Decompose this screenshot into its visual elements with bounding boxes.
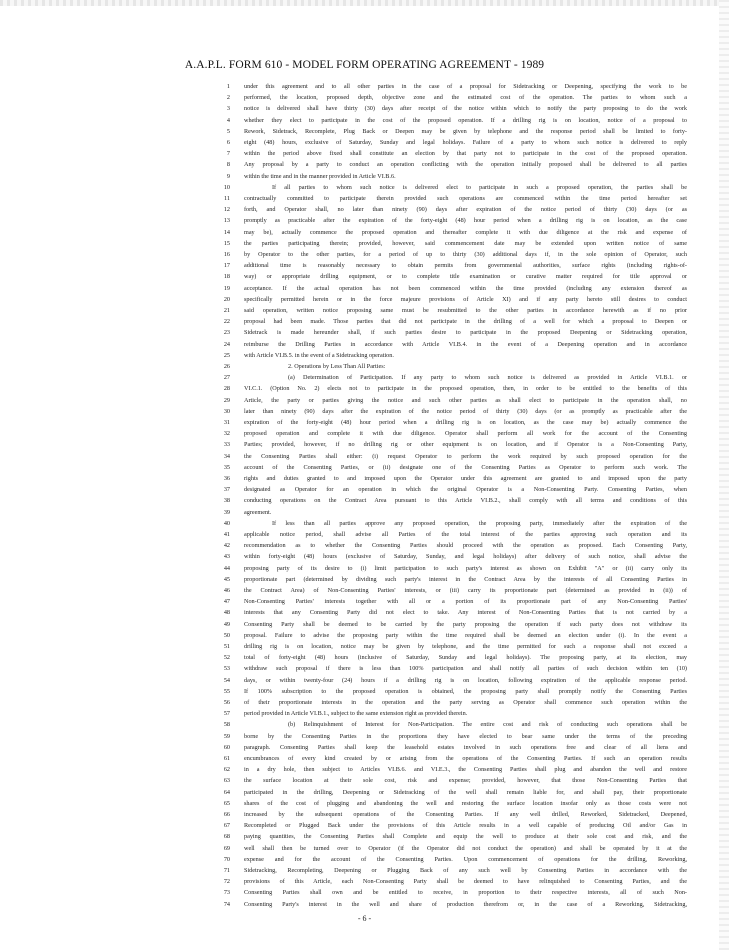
line-text: under this agreement and to all other parties in the case of a proposal for Sidetracking or Deepening, specifying the work to be — [244, 83, 687, 90]
line-number: 56 — [223, 699, 230, 706]
document-line — [0, 529, 729, 540]
document-line — [0, 159, 729, 170]
line-number: 19 — [223, 284, 230, 292]
line-text: within forty-eight (48) hours (exclusive of Saturday, Sunday, and legal holidays) after delivery of such notice, shall advise the — [244, 553, 687, 561]
line-number: 69 — [223, 844, 230, 852]
line-text: interests that any Consenting Party did not elect to take. Any interest of Non-Consenting Parties that is not carried by a — [244, 609, 687, 617]
line-number: 62 — [223, 766, 230, 774]
line-number: 52 — [223, 654, 230, 662]
line-number: 53 — [223, 665, 230, 673]
line-text: provisions of this Article, each Non-Consenting Party shall be deemed to have relinquished to Consenting Parties, and the — [244, 878, 687, 886]
line-text: paying quantities, the Consenting Parties shall Complete and equip the well to produce at their sole cost and risk, and the — [244, 833, 687, 841]
document-line — [0, 327, 729, 338]
line-text: with Article VI.B.5. in the event of a Sidetracking operation. — [244, 351, 394, 359]
line-text: expense and for the account of the Consenting Parties. Upon commencement of operations for the drilling, Reworking, — [244, 855, 687, 863]
document-line — [0, 171, 729, 182]
line-text: increased by the subsequent operations of the Consenting Parties. If any well drilled, Reworked, Sidetracked, Deepened, — [244, 811, 687, 818]
line-number: 47 — [223, 598, 230, 606]
document-line — [0, 92, 729, 103]
document-line — [0, 697, 729, 708]
line-number: 26 — [223, 363, 230, 370]
document-line — [0, 126, 729, 137]
document-line — [0, 641, 729, 652]
document-line — [0, 260, 729, 271]
line-text: performed, the location, proposed depth, objective zone and the estimated cost of the operation. The parties to whom such a — [244, 94, 687, 102]
line-number: 60 — [223, 743, 230, 751]
document-line — [0, 742, 729, 753]
line-number: 33 — [223, 441, 230, 449]
document-line — [0, 283, 729, 294]
line-text: proposal. Failure to advise the proposing party within the time required shall be deemed an election under (i). In the event a — [244, 631, 687, 639]
line-number: 40 — [223, 519, 230, 527]
document-line — [0, 619, 729, 630]
line-text: account of the Consenting Parties, or (ii) designate one of the Consenting Parties as Operator to perform such work. The — [244, 463, 687, 471]
line-text: proportionate part (determined by dividing such party's interest in the Contract Area by the interests of all Consenting Parties in — [244, 575, 687, 583]
line-number: 12 — [223, 206, 230, 214]
line-number: 8 — [226, 161, 230, 169]
line-text: proposal had been made. Those parties that did not participate in the drilling of a well for which a proposal to Deepen or — [244, 318, 687, 326]
line-text: encumbrances of every kind created by or arising from the operations of the Consenting Parties. If such an operation results — [244, 755, 687, 762]
line-text: borne by the Consenting Parties in the proportions they have elected to bear same under the terms of the preceding — [244, 732, 687, 740]
line-text: conducting operations on the Contract Area pursuant to this Article VI.B.2., shall comply with all terms and conditions of this — [244, 497, 687, 505]
scan-border-top — [0, 0, 729, 6]
line-text: Sidetracking, Recompleting, Deepening or Plugging Back of any such well by Consenting Parties in accordance with the — [244, 867, 687, 874]
line-number: 55 — [223, 687, 230, 695]
document-line — [0, 495, 729, 506]
document-line — [0, 148, 729, 159]
line-text: Recompleted or Plugged Back under the provisions of this Article results in a well capable of producing Oil and/or Gas in — [244, 822, 687, 830]
page-title: A.A.P.L. FORM 610 - MODEL FORM OPERATING AGREEMENT - 1989 — [184, 59, 545, 71]
document-line — [0, 451, 729, 462]
line-number: 46 — [223, 587, 230, 594]
line-text: (a) Determination of Participation. If any party to whom such notice is delivered as provided in Article VI.B.1. or — [288, 374, 687, 382]
line-text: 2. Operations by Less Than All Parties: — [288, 363, 386, 370]
line-number: 17 — [223, 262, 230, 270]
line-text: proposing party of its desire to (i) limit participation to such party's interest as shown on Exhibit "A" or (ii) carry only its — [244, 564, 687, 572]
line-text: whether they elect to participate in the cost of the proposed operation. If a drilling rig is on location, notice of a proposal to — [244, 116, 687, 124]
line-number: 72 — [223, 878, 230, 886]
document-line — [0, 854, 729, 865]
line-number: 50 — [223, 631, 230, 639]
line-text: If less than all parties approve any proposed operation, the proposing party, immediately after the expiration of the — [272, 519, 687, 527]
line-text: way) or appropriate drilling equipment, or to complete title examination or curative matter required for title approval or — [244, 273, 687, 281]
line-number: 49 — [223, 620, 230, 628]
line-number: 16 — [223, 251, 230, 258]
document-line — [0, 809, 729, 820]
document-line — [0, 675, 729, 686]
line-text: If 100% subscription to the proposed operation is obtained, the proposing party shall promptly notify the Consenting Parties — [244, 687, 687, 695]
line-number: 66 — [223, 811, 230, 818]
line-number: 31 — [223, 419, 230, 426]
line-text: said operation, written notice proposing same must be resubmitted to the other parties in accordance herewith as if no prior — [244, 307, 687, 314]
document-line — [0, 652, 729, 663]
line-text: of their proportionate interests in the operation and the party serving as Operator shall commence such operation within the — [244, 699, 687, 706]
line-text: by Operator to the other parties, for a period of up to thirty (30) additional days if, in the sole opinion of Operator, such — [244, 251, 687, 258]
line-text: additional time is reasonably necessary to obtain permits from governmental authorities, surface rights (including rights-of- — [244, 262, 687, 270]
document-line — [0, 831, 729, 842]
line-number: 59 — [223, 732, 230, 740]
document-line — [0, 406, 729, 417]
line-number: 65 — [223, 799, 230, 807]
document-line — [0, 215, 729, 226]
document-line — [0, 372, 729, 383]
document-line — [0, 719, 729, 730]
document-line — [0, 428, 729, 439]
line-text: the Contract Area) of Non-Consenting Parties' interests, or (iii) carry its proportionate part (determined as provided in (ii)) of — [244, 587, 687, 594]
line-text: Consenting Parties shall own and be entitled to receive, in proportion to their respective interests, all of such Non- — [244, 889, 687, 897]
line-number: 29 — [223, 396, 230, 404]
document-line — [0, 731, 729, 742]
line-number: 2 — [226, 94, 230, 102]
line-number: 28 — [223, 385, 230, 393]
line-number: 73 — [223, 889, 230, 897]
line-text: withdraw such proposal if there is less than 100% participation and shall notify all parties of such decision within ten (10) — [244, 665, 687, 673]
line-number: 22 — [223, 318, 230, 326]
line-text: Any proposal by a party to conduct an operation conflicting with the operation initially proposed shall be delivered to all parties — [244, 161, 687, 169]
document-line — [0, 574, 729, 585]
document-line — [0, 204, 729, 215]
line-number: 38 — [223, 497, 230, 505]
line-text: paragraph. Consenting Parties shall keep the leasehold estates involved in such operations free and clear of all liens and — [244, 743, 687, 751]
line-number: 14 — [223, 228, 230, 236]
line-text: later than ninety (90) days after the expiration of the notice period of thirty (30) days (or as promptly as practicable after the — [244, 407, 687, 415]
document-line — [0, 305, 729, 316]
line-text: the Consenting Parties shall either: (i) request Operator to perform the work required by such proposed operation for the — [244, 452, 687, 460]
document-line — [0, 507, 729, 518]
document-line — [0, 249, 729, 260]
document-line — [0, 686, 729, 697]
line-number: 30 — [223, 407, 230, 415]
document-line — [0, 350, 729, 361]
line-number: 61 — [223, 755, 230, 762]
line-number: 58 — [223, 721, 230, 729]
line-text: Consenting Party's interest in the well and share of production therefrom or, in the case of a Reworking, Sidetracking, — [244, 900, 687, 908]
line-number: 11 — [224, 195, 230, 202]
line-text: may be), actually commence the proposed operation and thereafter complete it with due diligence at the risk and expense of — [244, 228, 687, 236]
line-text: acceptance. If the actual operation has not been commenced within the time provided (including any extension thereof as — [244, 284, 687, 292]
document-line — [0, 787, 729, 798]
line-number: 71 — [223, 867, 230, 874]
document-line — [0, 876, 729, 887]
line-number: 45 — [223, 575, 230, 583]
document-line — [0, 383, 729, 394]
document-line — [0, 630, 729, 641]
document-line — [0, 899, 729, 910]
line-number: 48 — [223, 609, 230, 617]
line-number: 9 — [226, 172, 230, 180]
line-text: Rework, Sidetrack, Recomplete, Plug Back or Deepen may be given by telephone and the response period shall be limited to forty- — [244, 127, 687, 135]
line-number: 5 — [226, 127, 230, 135]
line-text: the surface location at their sole cost, risk and expense; provided, however, that those Non-Consenting Parties that — [244, 777, 687, 785]
line-text: agreement. — [244, 508, 272, 516]
line-text: Sidetrack is made hereunder shall, if such parties desire to participate in the proposed Deepening or Sidetracking operation, — [244, 329, 687, 337]
line-text: within the period above fixed shall constitute an election by that party not to participate in the cost of the proposed operation. — [244, 150, 687, 158]
line-number: 24 — [223, 340, 230, 348]
line-number: 39 — [223, 508, 230, 516]
line-text: shares of the cost of plugging and abandoning the well and restoring the surface location insofar only as those costs were not — [244, 799, 687, 807]
line-number: 6 — [226, 139, 230, 146]
line-number: 13 — [223, 217, 230, 225]
document-line — [0, 115, 729, 126]
line-text: recommendation as to whether the Consenting Parties should proceed with the operation as proposed. Each Consenting Party, — [244, 542, 687, 550]
line-number: 57 — [223, 710, 230, 718]
line-text: participated in the drilling, Deepening or Sidetracking of the well shall remain liable for, and shall pay, their proportionate — [244, 788, 687, 796]
line-number: 54 — [223, 676, 230, 684]
line-number: 37 — [223, 486, 230, 494]
document-line — [0, 182, 729, 193]
document-line — [0, 775, 729, 786]
line-text: drilling rig is on location, notice may be given by telephone, and the time permitted for such a response shall not exceed a — [244, 643, 687, 650]
document-line — [0, 473, 729, 484]
line-text: Non-Consenting Parties' interests together with all or a portion of its proportionate part of any Non-Consenting Parties' — [244, 598, 687, 606]
document-line — [0, 518, 729, 529]
document-line — [0, 753, 729, 764]
line-text: (b) Relinquishment of Interest for Non-Participation. The entire cost and risk of conducting such operations shall be — [288, 721, 687, 729]
document-line — [0, 271, 729, 282]
line-number: 64 — [223, 788, 230, 796]
document-line — [0, 843, 729, 854]
line-text: Parties; provided, however, if no drilling rig or other equipment is on location, and if Operator is a Non-Consenting Party, — [244, 441, 687, 449]
document-line — [0, 339, 729, 350]
document-line — [0, 137, 729, 148]
line-number: 25 — [223, 351, 230, 359]
line-text: applicable notice period, shall advise all Parties of the total interest of the parties approving such operation and its — [244, 531, 687, 538]
line-text: forth, and Operator shall, no later than ninety (90) days after expiration of the notice period of thirty (30) days (or as — [244, 206, 687, 214]
line-text: days, or within twenty-four (24) hours if a drilling rig is on location, following expiration of the applicable response period. — [244, 676, 687, 684]
document-line — [0, 238, 729, 249]
document-line — [0, 585, 729, 596]
line-number: 43 — [223, 553, 230, 561]
line-text: proposed operation and complete it with due diligence. Operator shall perform all work for the account of the Consenting — [244, 430, 687, 438]
line-text: expiration of the forty-eight (48) hour period when a drilling rig is on location, as the case may be) actually commence the — [244, 419, 687, 426]
document-line — [0, 887, 729, 898]
line-number: 32 — [223, 430, 230, 438]
document-line — [0, 563, 729, 574]
line-number: 44 — [223, 564, 230, 572]
document-line — [0, 865, 729, 876]
document-line — [0, 462, 729, 473]
line-text: If all parties to whom such notice is delivered elect to participate in such a proposed operation, the parties shall be — [272, 183, 687, 191]
line-text: Consenting Party shall be deemed to be carried by the party proposing the operation if such party does not withdraw its — [244, 620, 687, 628]
document-line — [0, 361, 729, 372]
document-line — [0, 596, 729, 607]
document-line — [0, 540, 729, 551]
line-text: eight (48) hours, exclusive of Saturday, Sunday and legal holidays. Failure of a party to whom such notice is delivered to reply — [244, 139, 687, 146]
document-line — [0, 484, 729, 495]
line-number: 70 — [223, 855, 230, 863]
document-line — [0, 663, 729, 674]
line-number: 4 — [226, 116, 230, 124]
line-number: 51 — [223, 643, 230, 650]
document-line — [0, 820, 729, 831]
line-text: within the time and in the manner provided in Article VI.B.6. — [244, 172, 396, 180]
line-number: 35 — [223, 463, 230, 471]
document-line — [0, 395, 729, 406]
document-line — [0, 607, 729, 618]
line-text: designated as Operator for an operation in which the original Operator is a Non-Consenting Party. Consenting Parties, when — [244, 486, 687, 494]
line-text: promptly as practicable after the expiration of the forty-eight (48) hour period when a drilling rig is on location, as the case — [244, 217, 687, 225]
line-number: 3 — [226, 105, 230, 113]
document-line — [0, 227, 729, 238]
line-text: reimburse the Drilling Parties in accordance with Article VI.B.4. in the event of a Deepening operation and in accordance — [244, 340, 687, 348]
line-number: 10 — [223, 183, 230, 191]
document-line — [0, 439, 729, 450]
line-number: 15 — [223, 239, 230, 247]
line-number: 67 — [223, 822, 230, 830]
line-text: the parties participating therein; provided, however, said commencement date may be extended upon written notice of same — [244, 239, 687, 247]
line-number: 34 — [223, 452, 230, 460]
document-line — [0, 798, 729, 809]
line-text: rights and duties granted to and imposed upon the Operator under this agreement are granted to and imposed upon the party — [244, 475, 687, 482]
line-text: notice is delivered shall have thirty (30) days after receipt of the notice within which to notify the party proposing to do the work — [244, 105, 687, 113]
line-text: specifically permitted herein or in the force majeure provisions of Article XI) and if any party hereto still desires to conduct — [244, 295, 687, 303]
document-line — [0, 294, 729, 305]
line-number: 36 — [223, 475, 230, 482]
line-text: VI.C.1. (Option No. 2) elects not to participate in the proposed operation, then, in order to be entitled to the benefits of this — [244, 385, 687, 393]
document-line — [0, 764, 729, 775]
document-line — [0, 81, 729, 92]
line-text: in a dry hole, then subject to Articles VI.B.6. and VI.E.3., the Consenting Parties shall plug and abandon the well and restore — [244, 766, 687, 774]
line-number: 41 — [223, 531, 230, 538]
line-text: Article, the party or parties giving the notice and such other parties as shall elect to participate in the operation shall, no — [244, 396, 687, 404]
line-number: 68 — [223, 833, 230, 841]
document-line — [0, 193, 729, 204]
line-number: 18 — [223, 273, 230, 281]
document-line — [0, 103, 729, 114]
document-line — [0, 417, 729, 428]
line-number: 63 — [223, 777, 230, 785]
line-number: 1 — [226, 83, 230, 90]
line-number: 23 — [223, 329, 230, 337]
document-line — [0, 316, 729, 327]
line-number: 27 — [223, 374, 230, 382]
line-text: total of forty-eight (48) hours (inclusive of Saturday, Sunday and legal holidays). The proposing party, at its election, may — [244, 654, 687, 662]
line-number: 7 — [226, 150, 230, 158]
line-text: period provided in Article VI.B.1., subject to the same extension right as provided therein. — [244, 710, 468, 718]
line-number: 74 — [223, 900, 230, 908]
line-number: 21 — [223, 307, 230, 314]
document-line — [0, 551, 729, 562]
line-number: 42 — [223, 542, 230, 550]
document-line — [0, 708, 729, 719]
line-text: contractually committed to participate therein provided such operations are commenced within the time period hereafter set — [244, 195, 687, 202]
line-number: 20 — [223, 295, 230, 303]
line-text: well shall then be turned over to Operator (if the Operator did not conduct the operation) and shall be operated by it at the — [244, 844, 687, 852]
page-number: - 6 - — [357, 914, 372, 923]
